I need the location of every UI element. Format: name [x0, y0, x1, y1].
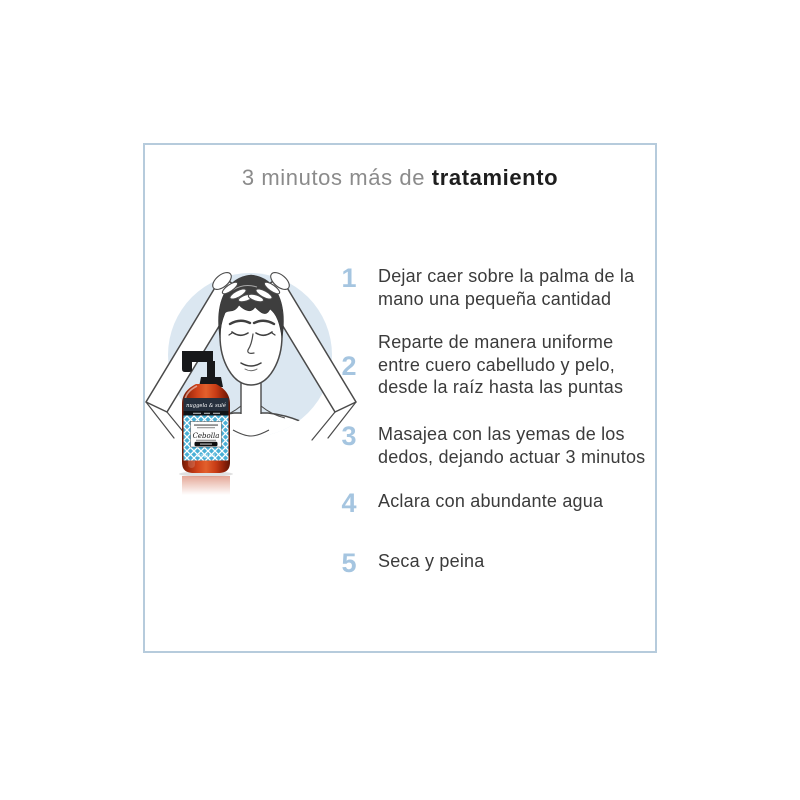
bottle-label	[184, 398, 229, 461]
step-text: Aclara con abundante agua	[378, 491, 604, 511]
step-number: 4	[341, 488, 357, 518]
bottle-reflection	[182, 476, 230, 495]
step-number: 1	[341, 263, 357, 293]
card-title	[143, 163, 657, 193]
step-text: Dejar caer sobre la palma de la mano una pequeña cantidad	[378, 266, 635, 309]
bottle-variant-script: Original	[196, 454, 216, 459]
title-emphasis: tratamiento	[431, 165, 559, 190]
step-number: 2	[341, 351, 357, 381]
bottle-brand-script: nuggela & sulé	[186, 403, 226, 409]
bottle-product-script: Cebolla	[192, 432, 220, 440]
scalp-massage-illustration	[138, 248, 362, 500]
step-row-4	[332, 488, 604, 518]
step-text: Masajea con las yemas de los dedos, dejando actuar 3 minutos	[378, 424, 646, 467]
step-row-2	[332, 331, 623, 399]
step-row-5	[332, 548, 485, 578]
step-text: Reparte de manera uniforme entre cuero cabelludo y pelo, desde la raíz hasta las puntas	[378, 332, 624, 397]
step-number: 5	[341, 548, 357, 578]
step-row-3	[332, 423, 645, 468]
title-prefix: 3 minutos más de	[241, 165, 426, 190]
step-number: 3	[341, 421, 357, 451]
step-text: Seca y peina	[378, 551, 485, 571]
step-row-1	[332, 265, 634, 310]
